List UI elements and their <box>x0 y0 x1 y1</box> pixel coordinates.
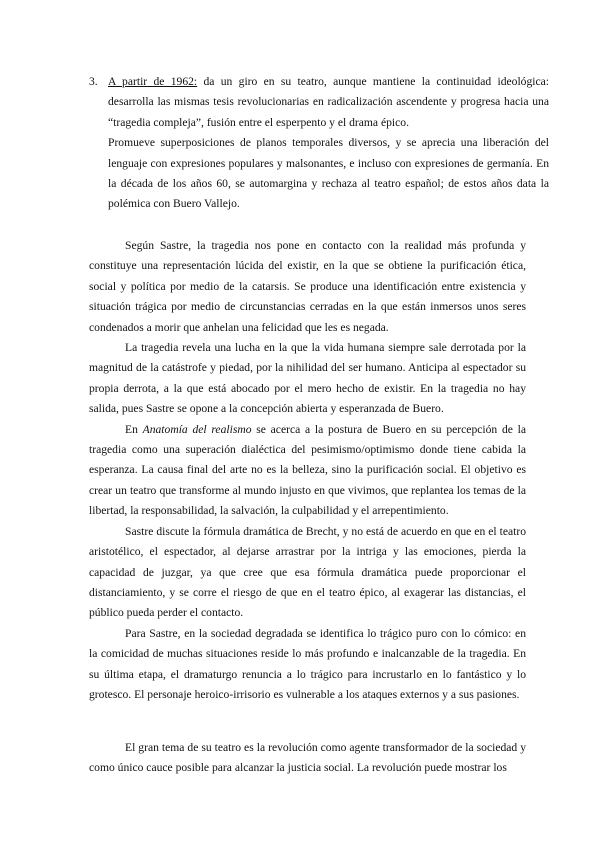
numbered-list-item-3 <box>89 72 549 215</box>
paragraph-brecht: Sastre discute la fórmula dramática de Brecht, y no está de acuerdo en que en el teatro aristotélico, el espectador, al dejarse arrastrar por la intriga y las emociones, pierda la capacidad de juzgar, ya que cree que esa fórmula dramática puede proporcionar el distanciamiento, y se corre el riesgo de que en el teatro épico, al exagerar las distancias, el público pueda perder el contacto. <box>89 524 526 620</box>
paragraph-prefix: En <box>125 422 143 436</box>
paragraph-tragedia-lucha: La tragedia revela una lucha en la que la vida humana siempre sale derrotada por la magnitud de la catástrofe y piedad, por la nihilidad del ser humano. Anticipa al espectador su propia derrota, a la que está abocado por el mero hecho de existir. En la tragedia no hay salida, pues Sastre se opone a la concepción abierta y esperanzada de Buero. <box>89 341 526 416</box>
paragraph-continuation: se acerca a la postura de Buero en su percepción de la tragedia como una superación dialéctica del pesimismo/optimismo donde tiene cabida la esperanza. La causa final del arte no es la belleza, sino la purificación social. El objetivo es crear un teatro que transforme al mundo injusto en que vivimos, que replantea los temas de la libertad, la responsabilidad, la salvación, la culpabilidad y el arrepentimiento. <box>89 422 526 518</box>
underlined-lead: A partir de 1962: <box>108 75 198 88</box>
list-item-body <box>108 72 549 215</box>
lead-continuation: da un giro en su teatro, aunque mantiene la continuidad ideológica: desarrolla las mismas tesis revolucionarias en radicalización ascendente y progresa hacia una “tragedia compleja”, fusión entre el esperpento y el drama épico. <box>108 75 549 129</box>
paragraph-tragedia-definicion: Según Sastre, la tragedia nos pone en contacto con la realidad más profunda y constituye una representación lúcida del existir, en la que se obtiene la purificación ética, social y política por medio de la catarsis. Se produce una identificación entre existencia y situación trágica por medio de circunstancias cerradas en la que están inmersos unos seres condenados a morir que anhelan una felicidad que les es negada. <box>89 239 526 334</box>
body-text-block <box>89 236 526 705</box>
list-number: 3. <box>89 75 98 88</box>
paragraph-revolucion: El gran tema de su teatro es la revolución como agente transformador de la sociedad y como único cauce posible para alcanzar la justicia social. La revolución puede mostrar los <box>89 741 526 775</box>
paragraph-tragico-comico: Para Sastre, en la sociedad degradada se identifica lo trágico puro con lo cómico: en la comicidad de muchas situaciones reside lo más profundo e inalcanzable de la tragedia. En su última etapa, el dramaturgo renuncia a lo trágico para incrustarlo en lo fantástico y lo grotesco. El personaje heroico-irrisorio es vulnerable a los ataques externos y a sus pasiones. <box>89 626 526 701</box>
list-item-paragraph-1 <box>108 72 549 133</box>
book-title: Anatomía del realismo <box>142 422 252 436</box>
body-text-block-2 <box>89 738 526 779</box>
paragraph-anatomia-realismo <box>89 420 526 522</box>
list-item-paragraph-2: Promueve superposiciones de planos temporales diversos, y se aprecia una liberación del lenguaje con expresiones populares y malsonantes, e incluso con expresiones de germanía. En la década de los años 60, se automargina y rechaza al teatro español; de estos años data la polémica con Buero Vallejo. <box>108 136 549 211</box>
